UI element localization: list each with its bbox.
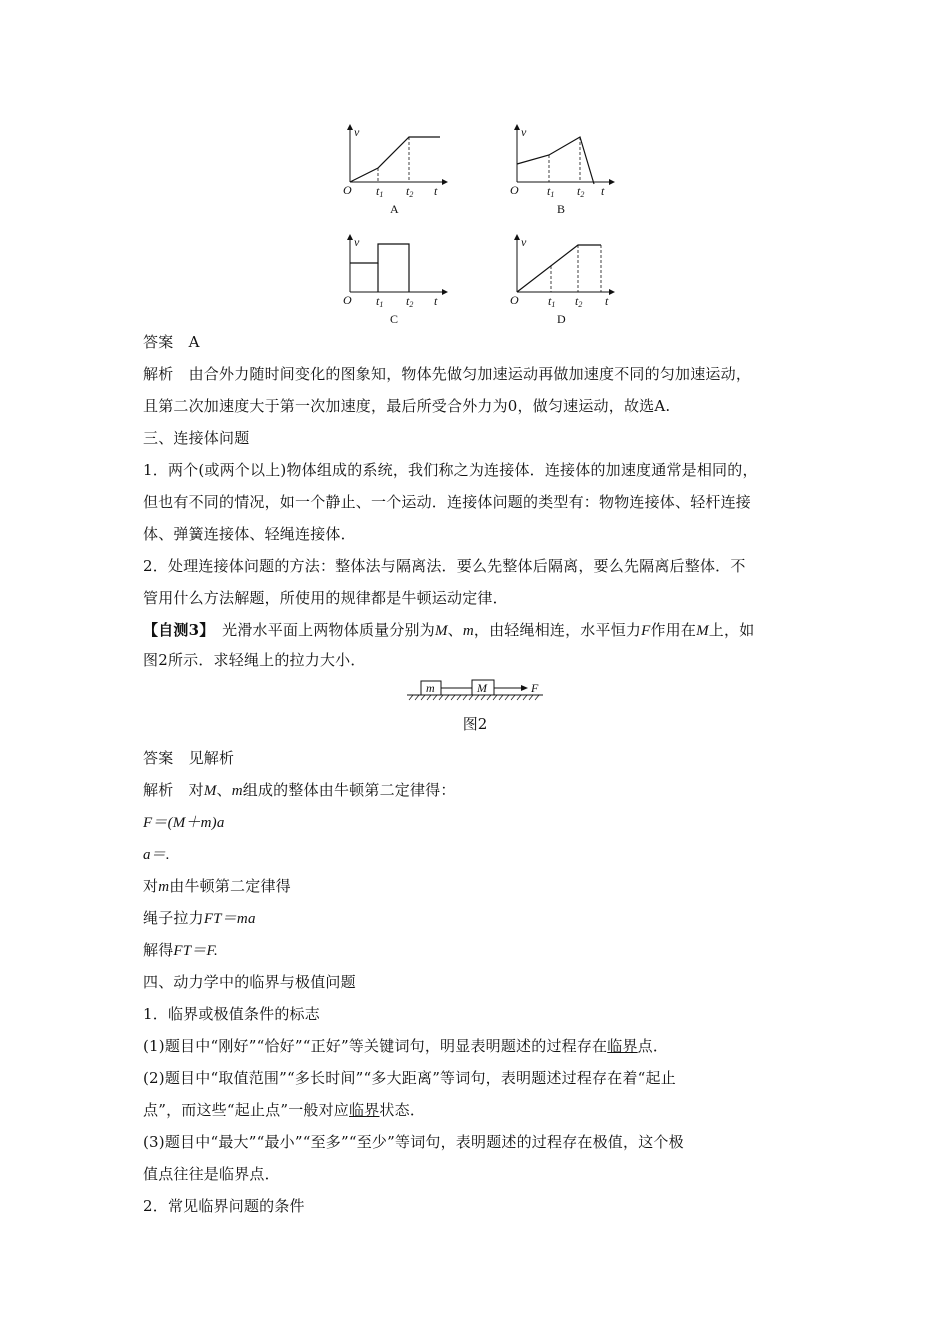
equation-2: a＝.: [143, 847, 170, 863]
t1-label: t1: [376, 294, 384, 309]
section-4-item-3-line-2: 值点往往是临界点．: [143, 1165, 280, 1183]
graph-option-label: B: [557, 202, 566, 216]
section-3-p2-line-1: 2．处理连接体问题的方法：整体法与隔离法．要么先整体后隔离，要么先隔离后整体．不: [143, 557, 746, 575]
section-3-p1-line-1: 1．两个(或两个以上)物体组成的系统，我们称之为连接体．连接体的加速度通常是相同的，: [143, 461, 758, 479]
section-3-p1-line-2: 但也有不同的情况，如一个静止、一个运动．连接体问题的类型有：物物连接体、轻杆连接: [143, 493, 752, 511]
block-m-label: m: [426, 681, 435, 695]
answer-value: A: [188, 333, 200, 351]
analysis-label: 解析: [143, 365, 174, 383]
section-4-item-3-line-1: (3)题目中“最大”“最小”“至多”“至少”等词句，表明题述的过程存在极值，这个极: [143, 1133, 684, 1151]
answer-line-2: [143, 748, 234, 768]
selftest-tag: 【自测3】: [143, 621, 215, 639]
section-4-item-1: (1)题目中“刚好”“恰好”“正好”等关键词句，明显表明题述的过程存在临界点．: [143, 1037, 669, 1055]
t1-label: t1: [548, 294, 556, 309]
t2-label: t2: [406, 294, 414, 309]
section-4-item-2-line-1: (2)题目中“取值范围”“多长时间”“多大距离”等词句，表明题述过程存在着“起止: [143, 1069, 676, 1087]
t-axis-label: t: [434, 184, 438, 198]
section-4-item-2-line-2: 点”，而这些“起止点”一般对应临界状态．: [143, 1101, 426, 1119]
t-axis-label: t: [434, 294, 438, 308]
analysis-label: 解析: [143, 781, 174, 799]
analysis-2-line-5: 绳子拉力FT＝ma: [143, 909, 256, 927]
t2-label: t2: [577, 184, 585, 199]
section-4-sub-2: 2．常见临界问题的条件: [143, 1197, 305, 1215]
section-4-sub-1: 1．临界或极值条件的标志: [143, 1005, 320, 1023]
selftest-3-line-2: 图2所示．求轻绳上的拉力大小．: [143, 651, 366, 669]
t-axis-label: t: [601, 184, 605, 198]
force-arrow-icon: [521, 685, 528, 691]
graph-option-label: D: [557, 312, 566, 326]
origin-label: O: [510, 293, 519, 307]
v-axis-label: v: [354, 125, 360, 139]
analysis-2-line-4: 对m由牛顿第二定律得: [143, 877, 291, 895]
equation-1: F＝(M＋m)a: [143, 815, 225, 831]
block-M-label: M: [477, 681, 487, 695]
force-label: F: [531, 681, 539, 695]
t1-label: t1: [547, 184, 555, 199]
figure-2: [405, 675, 555, 709]
origin-label: O: [510, 183, 519, 197]
section-3-title: 三、连接体问题: [143, 429, 250, 447]
graph-a: [330, 120, 450, 220]
section-3-p1-line-3: 体、弹簧连接体、轻绳连接体．: [143, 525, 356, 543]
graph-d: [497, 230, 617, 330]
figure-2-caption: 图2: [462, 715, 488, 733]
t2-label: t2: [406, 184, 414, 199]
answer-value: 见解析: [188, 749, 235, 767]
analysis-1-line-1: 解析 由合外力随时间变化的图象知，物体先做匀加速运动再做加速度不同的匀加速运动，: [143, 365, 752, 383]
graph-option-label: C: [390, 312, 399, 326]
t1-label: t1: [376, 184, 384, 199]
section-4-title: 四、动力学中的临界与极值问题: [143, 973, 356, 991]
graph-b: [497, 120, 617, 220]
origin-label: O: [343, 183, 352, 197]
t2-label: t2: [575, 294, 583, 309]
v-axis-label: v: [354, 235, 360, 249]
selftest-3-line-1: 【自测3】 光滑水平面上两物体质量分别为M、m，由轻绳相连，水平恒力F作用在M上，如: [143, 621, 755, 639]
v-axis-label: v: [521, 125, 527, 139]
analysis-2-line-6: 解得FT＝F.: [143, 941, 218, 959]
t-axis-label: t: [605, 294, 609, 308]
analysis-2-line-1: 解析 对M、m组成的整体由牛顿第二定律得：: [143, 781, 456, 799]
answer-label: 答案: [143, 333, 174, 351]
graph-c: [330, 230, 450, 330]
answer-label: 答案: [143, 749, 174, 767]
v-axis-label: v: [521, 235, 527, 249]
section-3-p2-line-2: 管用什么方法解题，所使用的规律都是牛顿运动定律．: [143, 589, 508, 607]
answer-line-1: [143, 332, 200, 352]
analysis-1-line-2: 且第二次加速度大于第一次加速度，最后所受合外力为0，做匀速运动，故选A.: [143, 397, 671, 415]
origin-label: O: [343, 293, 352, 307]
graph-option-label: A: [390, 202, 399, 216]
